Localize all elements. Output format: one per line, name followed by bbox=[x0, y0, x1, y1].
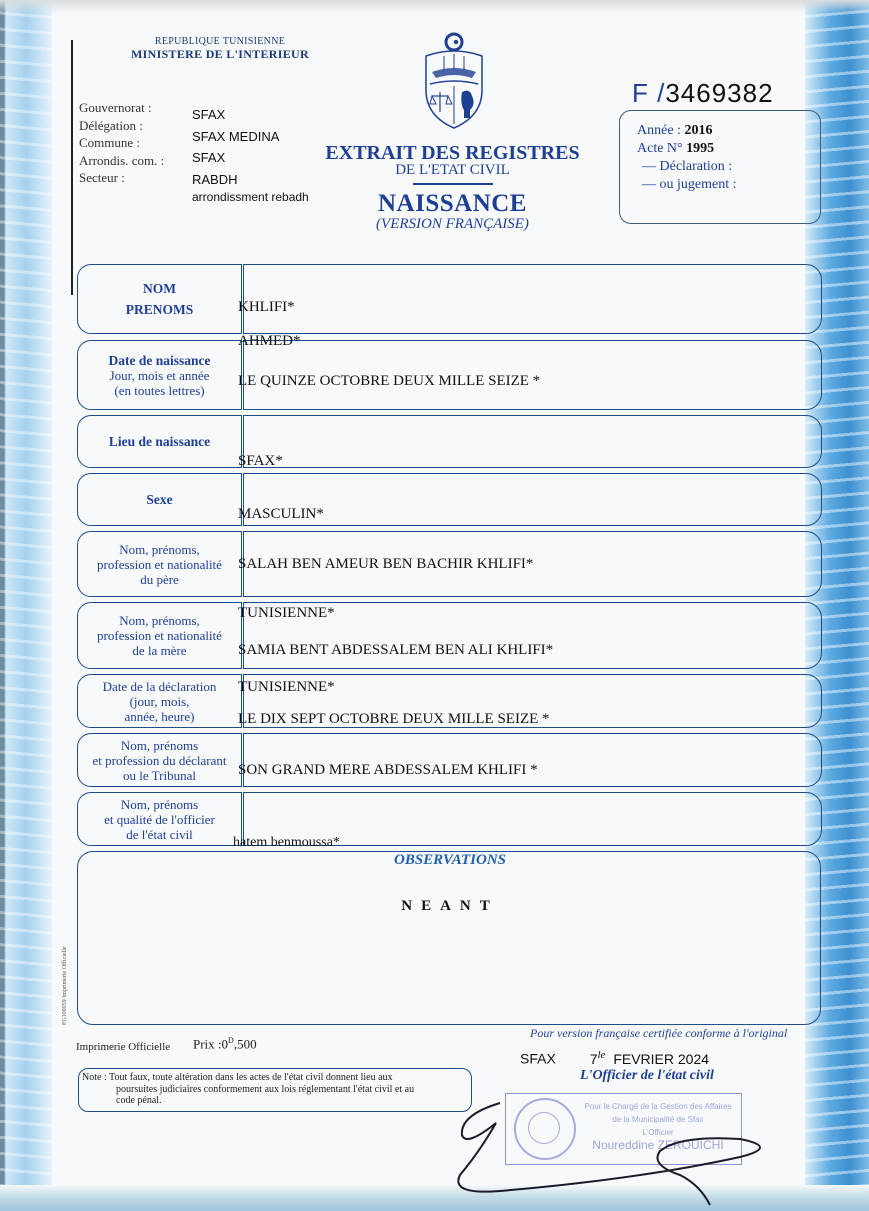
price-label: Prix :0 bbox=[193, 1036, 229, 1052]
label-line: Nom, prénoms bbox=[120, 737, 199, 753]
label-line: profession et nationalité bbox=[97, 556, 222, 572]
row-label bbox=[77, 415, 242, 468]
row-sexe bbox=[77, 473, 822, 526]
label-line: année, heure) bbox=[124, 708, 195, 724]
label-date-naissance: Date de naissance bbox=[108, 352, 211, 368]
label-line: de la mère bbox=[132, 643, 187, 658]
row-label bbox=[77, 473, 242, 526]
value-date-declaration: LE DIX SEPT OCTOBRE DEUX MILLE SEIZE * bbox=[238, 711, 550, 727]
label-line: profession et nationalité bbox=[97, 628, 222, 643]
scan-shadow-top bbox=[0, 0, 869, 14]
value-lieu-naissance: SFAX* bbox=[238, 453, 283, 469]
label-line: (en toutes lettres) bbox=[114, 382, 205, 398]
value-nom: KHLIFI* bbox=[238, 299, 295, 315]
issuing-authority bbox=[110, 36, 330, 62]
ministry-label: MINISTERE DE L'INTERIEUR bbox=[131, 47, 309, 61]
issue-city: SFAX bbox=[520, 1050, 556, 1067]
location-values bbox=[192, 104, 309, 204]
location-labels bbox=[79, 99, 164, 187]
jugement-label: — ou jugement : bbox=[642, 177, 737, 192]
gouvernorat-label: Gouvernorat : bbox=[79, 100, 152, 115]
certification-text: Pour version française certifiée conforme à l'original bbox=[530, 1026, 788, 1040]
title-line-3: NAISSANCE bbox=[378, 189, 527, 217]
label-line: de l'état civil bbox=[126, 826, 193, 842]
issue-month-year: FEVRIER 2024 bbox=[613, 1050, 710, 1067]
row-officier bbox=[77, 792, 822, 846]
declaration-label: — Déclaration : bbox=[642, 159, 733, 174]
row-label bbox=[77, 674, 242, 728]
form-code: FG100059 Imprimerie Officielle bbox=[62, 946, 68, 1025]
value-mere: SAMIA BENT ABDESSALEM BEN ALI KHLIFI* bbox=[238, 642, 554, 658]
value-mere-nationalite: TUNISIENNE* bbox=[238, 679, 335, 695]
issue-date bbox=[520, 1049, 709, 1067]
serial-value: 3469382 bbox=[665, 78, 774, 108]
annee-value: 2016 bbox=[684, 123, 713, 138]
stamp-line: Pour le Chargé de la Gestion des Affaires bbox=[584, 1102, 732, 1111]
value-pere-nationalite: TUNISIENNE* bbox=[238, 605, 335, 621]
label-sexe: Sexe bbox=[146, 492, 173, 507]
handwritten-signature bbox=[440, 1095, 780, 1211]
label-line: du père bbox=[140, 571, 179, 587]
price-value: ,500 bbox=[233, 1036, 257, 1052]
title-line-4: (VERSION FRANÇAISE) bbox=[376, 215, 529, 232]
row-value-box bbox=[243, 264, 822, 334]
price-unit: D bbox=[228, 1036, 234, 1045]
label-line: Nom, prénoms, bbox=[119, 613, 200, 628]
row-label bbox=[77, 264, 242, 334]
officer-title: L'Officier de l'état civil bbox=[580, 1068, 714, 1083]
label-line: (jour, mois, bbox=[129, 693, 190, 709]
printer-label: Imprimerie Officielle bbox=[76, 1041, 171, 1053]
row-label bbox=[77, 733, 242, 787]
row-label bbox=[77, 602, 242, 669]
label-nom: NOM bbox=[143, 281, 176, 296]
tunisia-coat-of-arms-icon bbox=[418, 32, 490, 132]
document-title bbox=[300, 142, 605, 233]
value-pere: SALAH BEN AMEUR BEN BACHIR KHLIFI* bbox=[238, 556, 534, 572]
value-date-naissance: LE QUINZE OCTOBRE DEUX MILLE SEIZE * bbox=[238, 373, 541, 389]
title-divider bbox=[413, 183, 493, 185]
delegation-value: SFAX MEDINA bbox=[192, 128, 280, 144]
note-line: code pénal. bbox=[116, 1095, 162, 1106]
commune-label: Commune : bbox=[79, 135, 141, 150]
stamp-line: de la Municipalité de Sfax bbox=[612, 1115, 704, 1124]
arrondissement-value: RABDH bbox=[192, 171, 238, 187]
row-value-box bbox=[243, 415, 822, 468]
arrondissement-label: Arrondis. com. : bbox=[79, 152, 165, 168]
issue-day-suffix: le bbox=[597, 1049, 606, 1061]
acte-label: Acte N° bbox=[637, 141, 683, 156]
serial-prefix: F / bbox=[632, 78, 666, 108]
decorative-border-left bbox=[0, 0, 52, 1211]
label-lieu-naissance: Lieu de naissance bbox=[108, 434, 211, 449]
note-line: poursuites judiciaires conformement aux lois réglementant l'état civil et au bbox=[116, 1083, 415, 1095]
serial-number bbox=[632, 78, 774, 109]
commune-value: SFAX bbox=[192, 150, 226, 165]
issue-day: 7 bbox=[589, 1050, 598, 1067]
observations-title: OBSERVATIONS bbox=[394, 852, 506, 868]
acte-value: 1995 bbox=[686, 141, 715, 156]
annee-label: Année : bbox=[637, 123, 681, 138]
row-label bbox=[77, 792, 242, 846]
value-declarant: SON GRAND MERE ABDESSALEM KHLIFI * bbox=[238, 762, 538, 778]
value-officier: hatem benmoussa* bbox=[233, 835, 340, 850]
margin-rule bbox=[71, 40, 73, 295]
delegation-label: Délégation : bbox=[79, 117, 143, 133]
republic-label: REPUBLIQUE TUNISIENNE bbox=[154, 36, 286, 47]
row-label bbox=[77, 531, 242, 597]
label-line: et profession du déclarant bbox=[92, 752, 227, 768]
label-line: Date de la déclaration bbox=[102, 678, 217, 694]
acte-reference bbox=[637, 122, 737, 194]
title-line-1: EXTRAIT DES REGISTRES bbox=[325, 142, 580, 164]
stamp-line: L'Officier bbox=[642, 1128, 674, 1137]
observations-content: NEANT bbox=[401, 898, 499, 914]
row-nom-prenoms bbox=[77, 264, 822, 334]
price bbox=[193, 1036, 257, 1052]
observations-box bbox=[77, 851, 821, 1025]
secteur-label: Secteur : bbox=[79, 170, 125, 185]
label-line: ou le Tribunal bbox=[123, 767, 196, 783]
gouvernorat-value: SFAX bbox=[192, 107, 226, 122]
row-lieu-naissance bbox=[77, 415, 822, 468]
secteur-value: arrondissment rebadh bbox=[192, 190, 309, 204]
value-sexe: MASCULIN* bbox=[238, 506, 324, 522]
note-line: Note : Tout faux, toute altération dans les actes de l'état civil donnent lieu aux bbox=[82, 1072, 393, 1083]
stamp-officer-name: Noureddine ZEROUICHI bbox=[592, 1138, 724, 1152]
value-prenom: AHMED* bbox=[238, 333, 301, 349]
row-label bbox=[77, 340, 242, 410]
label-line: et qualité de l'officier bbox=[104, 811, 215, 827]
label-line: Nom, prénoms, bbox=[119, 541, 200, 557]
legal-note bbox=[82, 1072, 470, 1107]
label-line: Nom, prénoms bbox=[120, 796, 199, 812]
title-line-2: DE L'ETAT CIVIL bbox=[395, 162, 510, 178]
label-line: Jour, mois et année bbox=[109, 367, 210, 383]
label-prenoms: PRENOMS bbox=[125, 302, 194, 317]
row-value-box bbox=[243, 473, 822, 526]
